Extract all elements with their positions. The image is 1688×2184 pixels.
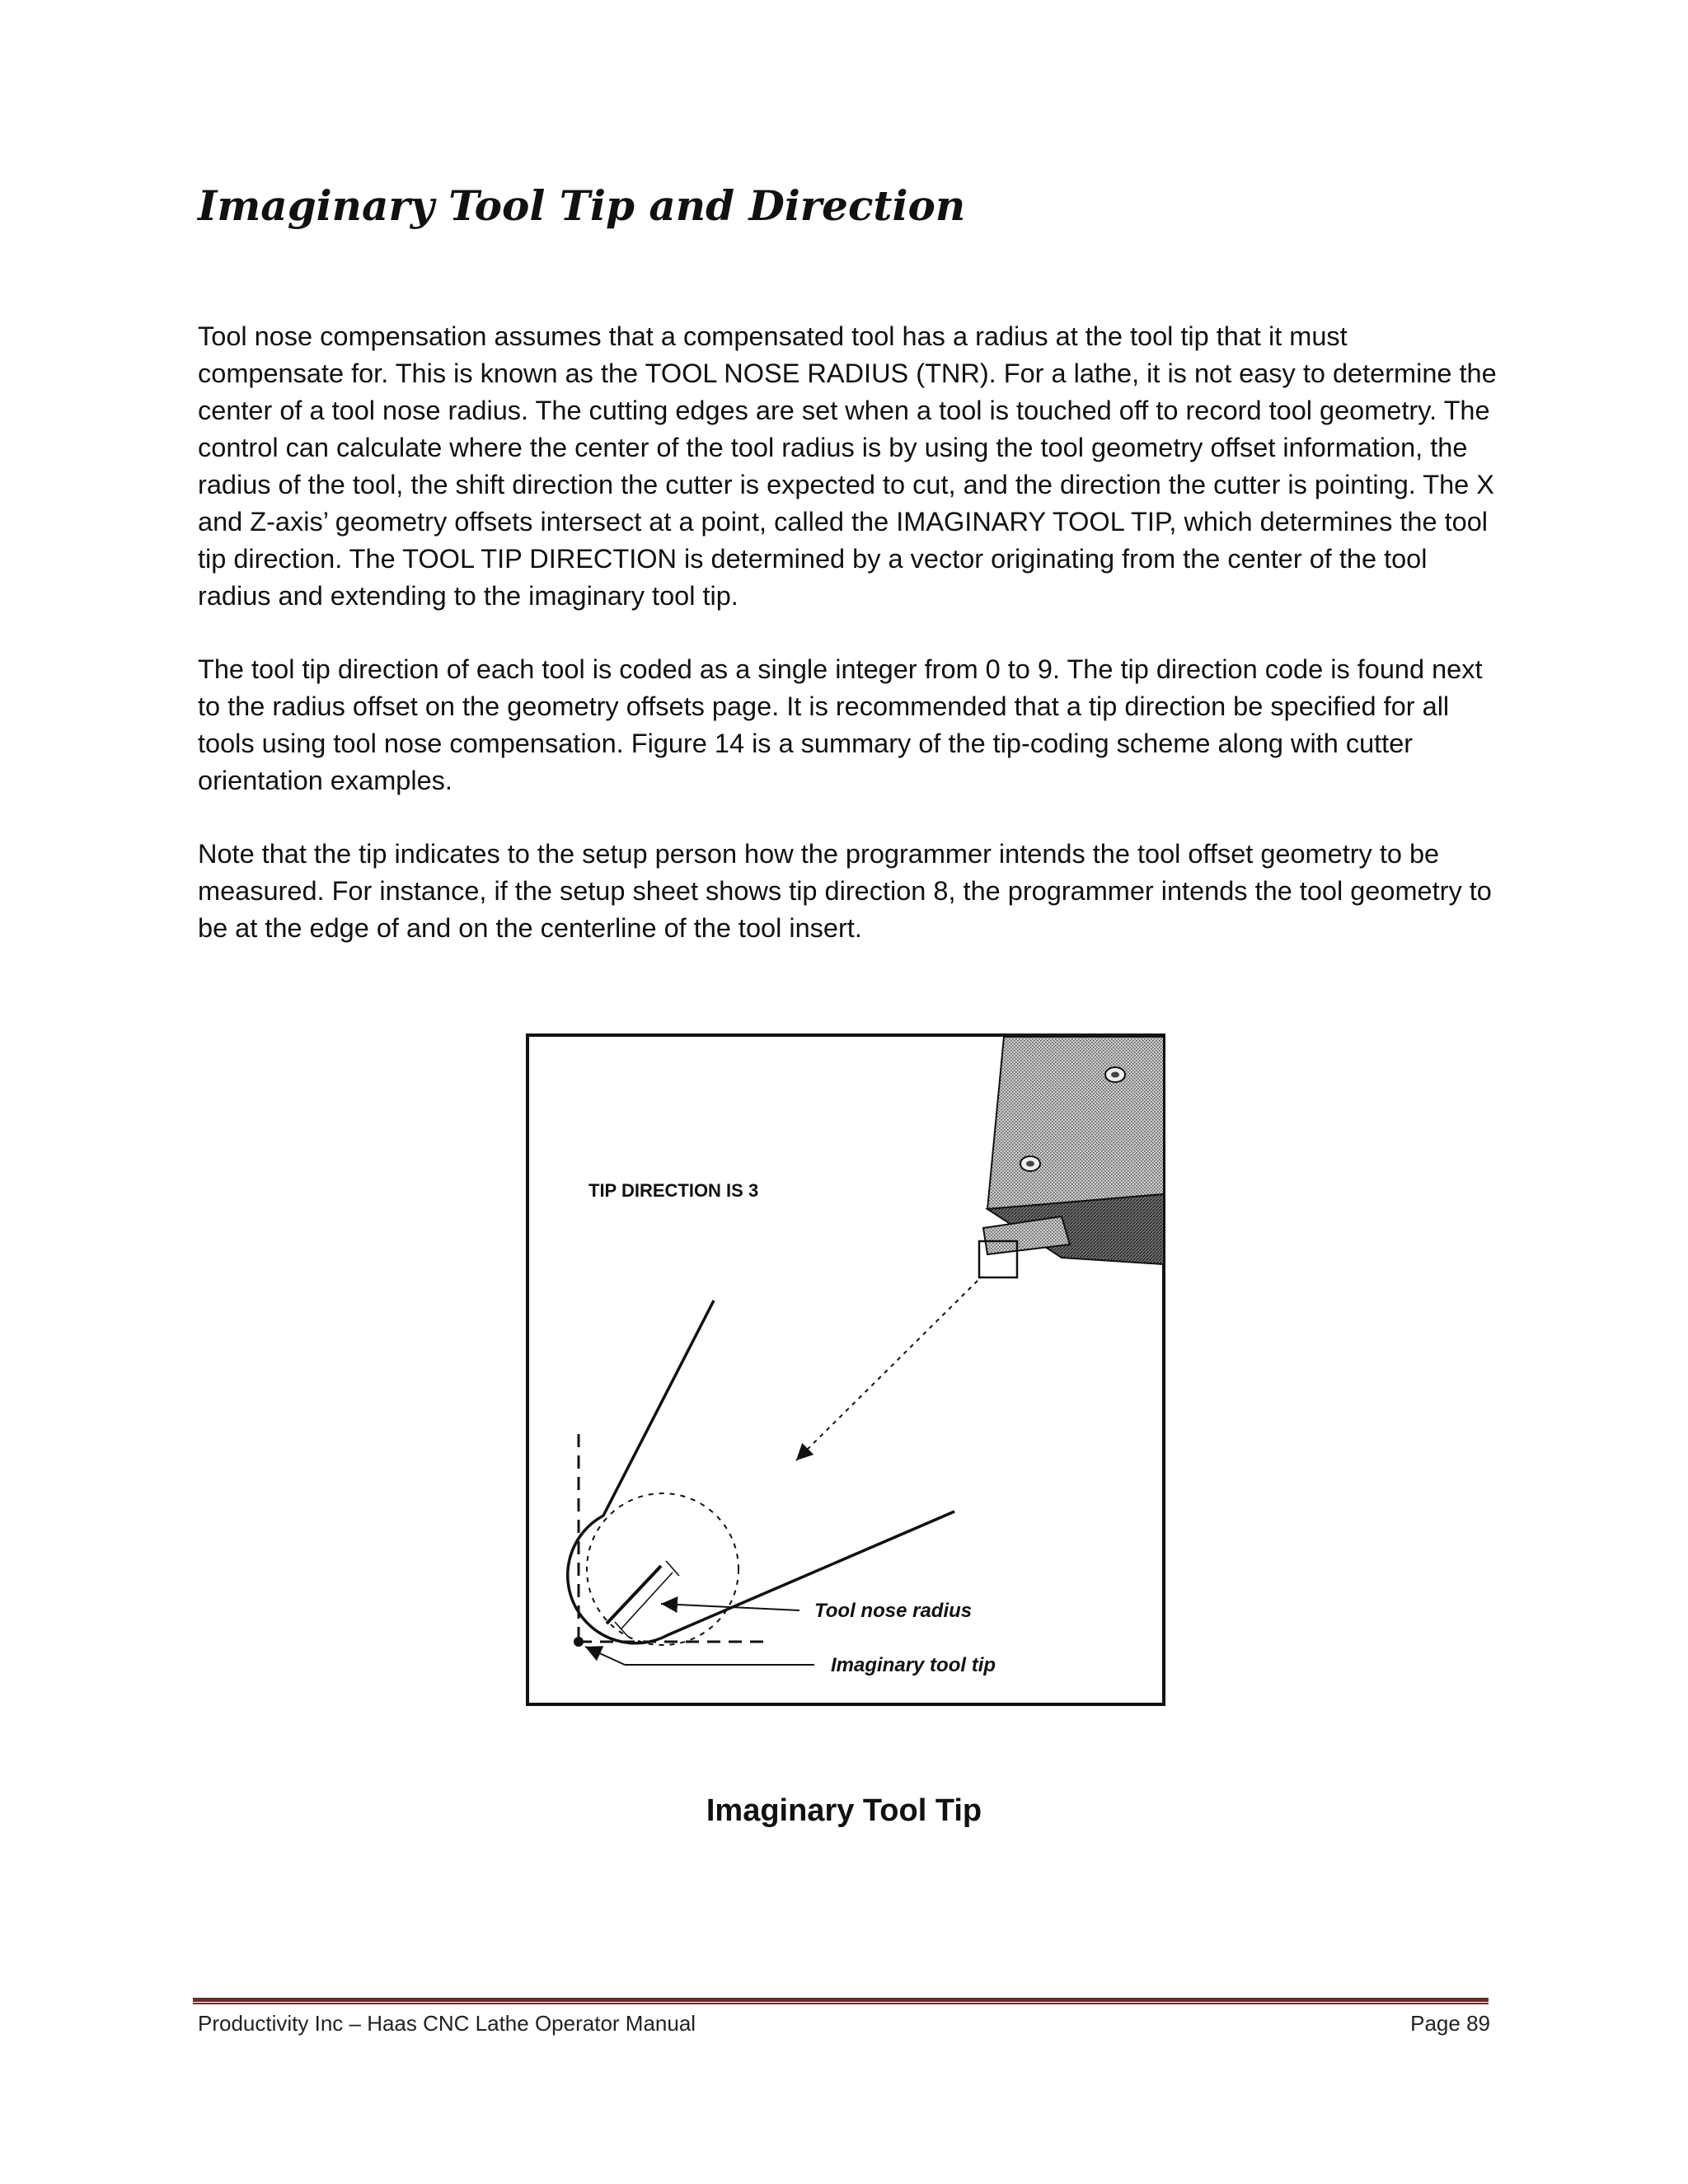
- footer-page-number: Page 89: [1410, 2011, 1490, 2036]
- tip-direction-label: TIP DIRECTION IS 3: [588, 1180, 759, 1201]
- body-paragraph: Note that the tip indicates to the setup person how the programmer intends the tool offset geometry to be measured. For instance, if the setup sheet shows tip direction 8, the programmer intends the tool geometry to be at the edge of and on the centerline of the tool insert.: [198, 839, 1492, 943]
- footer-manual-title: Productivity Inc – Haas CNC Lathe Operator Manual: [198, 2011, 696, 2036]
- body-paragraph: The tool tip direction of each tool is coded as a single integer from 0 to 9. The tip direction code is found next to the radius offset on the geometry offsets page. It is recommended that a tip direction be specified for all tools using tool nose compensation. Figure 14 is a summary of the tip-coding scheme along with cutter orientation examples.: [198, 654, 1483, 795]
- tool-holder: [979, 1037, 1164, 1277]
- imaginary-tool-tip-point: [574, 1637, 584, 1647]
- body-paragraph: Tool nose compensation assumes that a compensated tool has a radius at the tool tip that it must compensate for. This is known as the TOOL NOSE RADIUS (TNR). For a lathe, it is not easy to determine the center of a tool nose radius. The cutting edges are set when a tool is touched off to record tool geometry. The control can calculate where the center of the tool radius is by using the tool geometry offset information, the radius of the tool, the shift direction the cutter is expected to cut, and the direction the cutter is pointing. The X and Z-axis’ geometry offsets intersect at a point, called the IMAGINARY TOOL TIP, which determines the tool tip direction. The TOOL TIP DIRECTION is determined by a vector originating from the center of the tool radius and extending to the imaginary tool tip.: [198, 321, 1497, 611]
- tool-nose-radius-label: Tool nose radius: [814, 1600, 973, 1622]
- figure-caption: Imaginary Tool Tip: [706, 1793, 982, 1828]
- imaginary-tool-tip-figure: [526, 1033, 1165, 1706]
- imaginary-tool-tip-label: Imaginary tool tip: [831, 1654, 996, 1676]
- page-title: Imaginary Tool Tip and Direction: [198, 181, 966, 230]
- footer-rule: [193, 1998, 1489, 2004]
